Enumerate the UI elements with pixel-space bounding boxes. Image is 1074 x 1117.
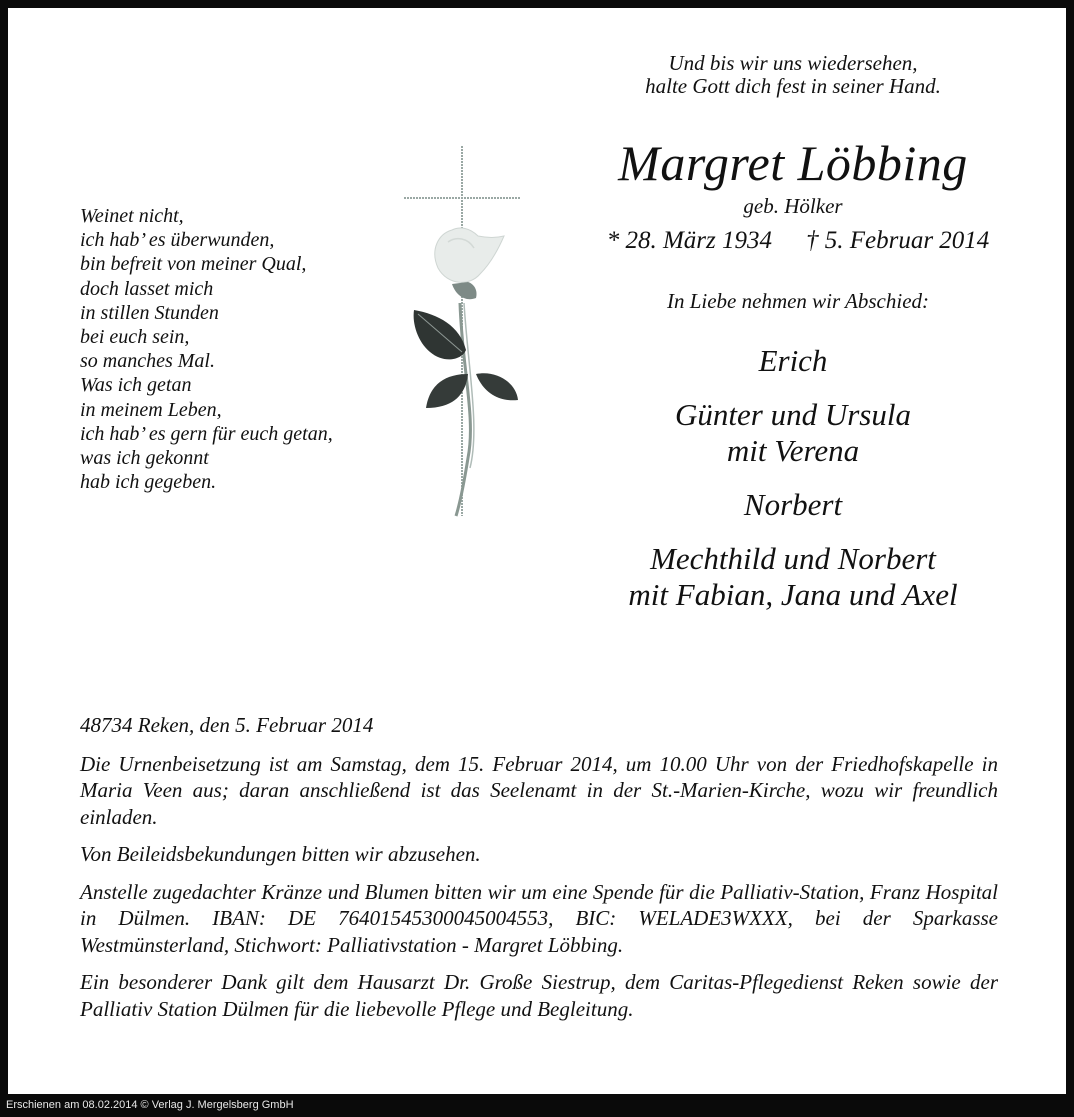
poem-line: bei euch sein, <box>80 326 190 349</box>
mourner-line: mit Verena <box>726 433 860 468</box>
place-date: 48734 Reken, den 5. Februar 2014 <box>80 713 374 737</box>
details-section <box>80 712 998 1033</box>
motto-line: Und bis wir uns wiedersehen, <box>668 51 918 75</box>
poem-line: ich hab’ es überwunden, <box>80 229 275 252</box>
deceased-name: Margret Löbbing <box>618 135 968 191</box>
poem-line: bin befreit von meiner Qual, <box>80 253 307 276</box>
poem-line: doch lasset mich <box>80 277 214 300</box>
condolences-note: Von Beileidsbekundungen bitten wir abzusehen. <box>80 842 481 866</box>
mourners-list <box>568 343 1018 631</box>
poem-line: was ich gekonnt <box>80 447 209 470</box>
poem-line: Weinet nicht, <box>80 205 184 227</box>
mourner-group <box>568 541 1018 613</box>
poem-line: so manches Mal. <box>80 350 215 373</box>
birth-name: geb. Hölker <box>743 194 843 218</box>
donation-info: Anstelle zugedachter Kränze und Blumen bitten wir um eine Spende für die Palliativ-Station, Franz Hospital in Dülmen. IBAN: DE 76401545300045004553, BIC: WELADE3WXXX, bei der Sparkasse Westmünsterland, Stichwort: Palliativstation - Margret Löbbing. <box>80 879 998 957</box>
mourner-line: Erich <box>758 343 828 378</box>
life-dates <box>588 226 1008 256</box>
obituary-page <box>8 8 1066 1094</box>
mourner-group <box>568 487 1018 523</box>
mourner-line: Norbert <box>743 487 843 522</box>
cross-and-rose-icon <box>404 138 564 528</box>
mourner-line: Günter und Ursula <box>675 397 911 432</box>
death-date: † 5. Februar 2014 <box>805 227 990 254</box>
poem-line: hab ich gegeben. <box>80 471 217 494</box>
poem-line: in stillen Stunden <box>80 301 219 324</box>
motto <box>608 52 978 98</box>
publication-footer: Erschienen am 08.02.2014 © Verlag J. Mergelsberg GmbH <box>6 1099 294 1111</box>
birth-date: * 28. März 1934 <box>606 227 772 254</box>
mourner-line: mit Fabian, Jana und Axel <box>628 577 958 612</box>
poem-line: Was ich getan <box>80 374 192 397</box>
funeral-info: Die Urnenbeisetzung ist am Samstag, dem 15. Februar 2014, um 10.00 Uhr von der Friedhofskapelle in Maria Veen aus; daran anschließend ist das Seelenamt in der St.-Marien-Kirche, wozu wir freundlich einladen. <box>80 751 998 829</box>
mourner-line: Mechthild und Norbert <box>650 541 936 576</box>
thanks-note: Ein besonderer Dank gilt dem Hausarzt Dr. Große Siestrup, dem Caritas-Pflegedienst Reken sowie der Palliativ Station Dülmen für die liebevolle Pflege und Begleitung. <box>80 970 998 1021</box>
mourner-group <box>568 343 1018 379</box>
poem <box>80 204 400 494</box>
motto-line: halte Gott dich fest in seiner Hand. <box>645 74 941 98</box>
poem-line: ich hab’ es gern für euch getan, <box>80 422 333 445</box>
farewell-line: In Liebe nehmen wir Abschied: <box>666 289 930 313</box>
mourner-group <box>568 397 1018 469</box>
poem-line: in meinem Leben, <box>80 398 222 421</box>
